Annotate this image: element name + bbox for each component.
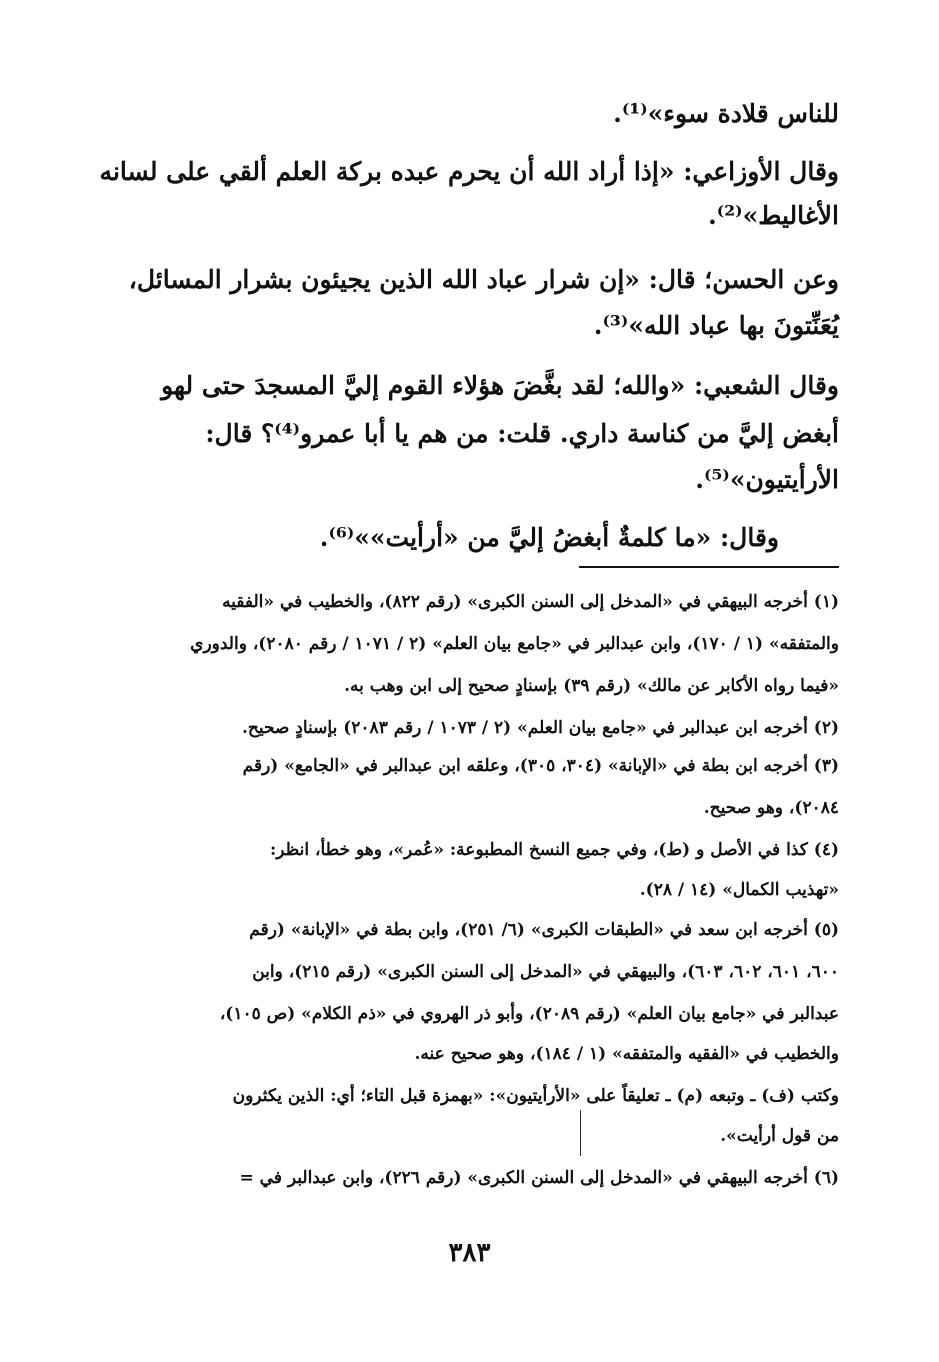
footnotes	[99, 0, 839, 1200]
text-line: الأرأيتيون»⁽⁵⁾.	[695, 465, 839, 494]
text-line: أبغض إليَّ من كناسة داري. قلت: من هم يا أبا عمرو⁽⁴⁾؟ قال:	[205, 419, 839, 448]
margin-mark	[580, 1110, 581, 1156]
footnote-line: والمتفقه» (١ / ١٧٠)، وابن عبدالبر في «جامع بيان العلم» (٢ / ١٠٧١ / رقم ٢٠٨٠)، والدوري	[190, 634, 839, 654]
page-number: ٣٨٣	[448, 1238, 491, 1268]
footnote-line: وكتب (ف) ـ وتبعه (م) ـ تعليقاً على «الأرأيتيون»: «بهمزة قبل التاء؛ أي: الذين يكثرون	[232, 1086, 839, 1106]
text-line: الأغاليط»⁽²⁾.	[708, 201, 839, 230]
footnote-line: (٥) أخرجه ابن سعد في «الطبقات الكبرى» (٦/ ٢٥١)، وابن بطة في «الإبانة» (رقم	[249, 920, 839, 940]
text-line: للناس قلادة سوء»⁽¹⁾.	[613, 99, 839, 128]
footnote-line: «تهذيب الكمال» (١٤ / ٢٨).	[639, 880, 839, 900]
footnote-line: والخطيب في «الفقيه والمتفقه» (١ / ١٨٤)، وهو صحيح عنه.	[414, 1044, 839, 1064]
footnote-line: من قول أرأيت».	[720, 1126, 839, 1146]
footnote-line: (٣) أخرجه ابن بطة في «الإبانة» (٣٠٤، ٣٠٥)، وعلقه ابن عبدالبر في «الجامع» (رقم	[242, 756, 839, 776]
footnote-line: (١) أخرجه البيهقي في «المدخل إلى السنن الكبرى» (رقم ٨٢٢)، والخطيب في «الفقيه	[222, 592, 839, 612]
footnote-line: ٢٠٨٤)، وهو صحيح.	[703, 798, 839, 818]
text-line: وعن الحسن؛ قال: «إن شرار عباد الله الذين يجيئون بشرار المسائل،	[128, 265, 839, 294]
footnote-line: (٦) أخرجه البيهقي في «المدخل إلى السنن الكبرى» (رقم ٢٢٦)، وابن عبدالبر في =	[239, 1168, 839, 1188]
text-line: وقال الأوزاعي: «إذا أراد الله أن يحرم عبده بركة العلم ألقي على لسانه	[99, 157, 839, 186]
text-line: وقال الشعبي: «والله؛ لقد بغَّضَ هؤلاء القوم إليَّ المسجدَ حتى لهو	[161, 371, 839, 400]
text-line: يُعَنِّتونَ بها عباد الله»⁽³⁾.	[593, 311, 839, 340]
text-line: وقال: «ما كلمةٌ أبغضُ إليَّ من «أرأيت»»⁽⁶⁾.	[319, 523, 779, 552]
footnote-line: «فيما رواه الأكابر عن مالك» (رقم ٣٩) بإسنادٍ صحيح إلى ابن وهب به.	[344, 676, 839, 696]
footnote-line: (٤) كذا في الأصل و (ط)، وفي جميع النسخ المطبوعة: «عُمر»، وهو خطأ، انظر:	[270, 840, 839, 860]
footnote-line: عبدالبر في «جامع بيان العلم» (رقم ٢٠٨٩)، وأبو ذر الهروي في «ذم الكلام» (ص ١٠٥)،	[219, 1004, 839, 1024]
footnote-line: ٦٠٠، ٦٠١، ٦٠٢، ٦٠٣)، والبيهقي في «المدخل إلى السنن الكبرى» (رقم ٢١٥)، وابن	[252, 962, 839, 982]
footnote-line: (٢) أخرجه ابن عبدالبر في «جامع بيان العلم» (٢ / ١٠٧٣ / رقم ٢٠٨٣) بإسنادٍ صحيح.	[241, 718, 839, 738]
